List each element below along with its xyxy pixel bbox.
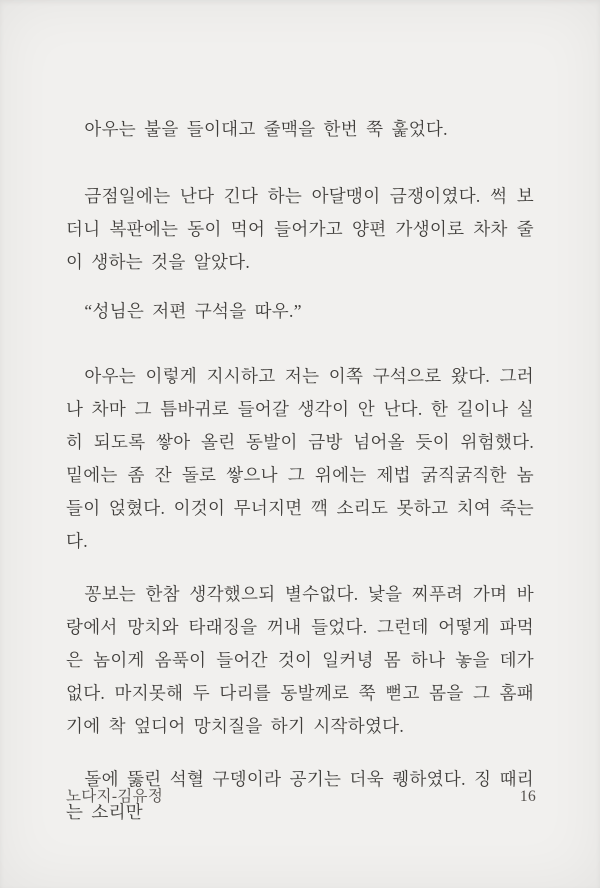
page-number: 16 — [519, 788, 536, 805]
paragraph: 금점일에는 난다 긴다 하는 아달맹이 금쟁이였다. 썩 보더니 복판에는 동이 먹어 들어가고 양편 가생이로 차차 줄이 생하는 것을 알았다. — [66, 186, 534, 272]
paragraph: 돌에 뚫린 석혈 구뎅이라 공기는 더욱 퀭하였다. 징 때리는 소리만 — [66, 769, 534, 822]
dialogue-paragraph: “성님은 저편 구석을 따우.” — [84, 301, 302, 321]
page-content — [66, 113, 534, 829]
paragraph: 아우는 불을 들이대고 줄맥을 한번 쭉 훑었다. — [84, 119, 448, 139]
paragraph: 꽁보는 한참 생각했으되 별수없다. 낯을 찌푸려 가며 바랑에서 망치와 타래징을 꺼내 들었다. 그런데 어떻게 파먹은 놈이게 옴푹이 들어간 것이 일커녕 몸 하나 놓을 데가 없다. 마지못해 두 다리를 동발께로 쭉 뻗고 몸을 그 홈패기에 착 엎디어 망치질을 하기 시작하였다. — [66, 584, 534, 736]
paragraph: 아우는 이렇게 지시하고 저는 이쪽 구석으로 왔다. 그러나 차마 그 틈바귀로 들어갈 생각이 안 난다. 한 길이나 실히 되도록 쌓아 올린 동발이 금방 넘어올 듯이 위험했다. 밑에는 좀 잔 돌로 쌓으나 그 위에는 제법 굵직굵직한 놈들이 얹혔다. 이것이 무너지면 깩 소리도 못하고 치여 죽는다. — [66, 366, 534, 551]
book-title: 노다지-김유정 — [66, 788, 164, 805]
page-footer — [66, 786, 536, 808]
